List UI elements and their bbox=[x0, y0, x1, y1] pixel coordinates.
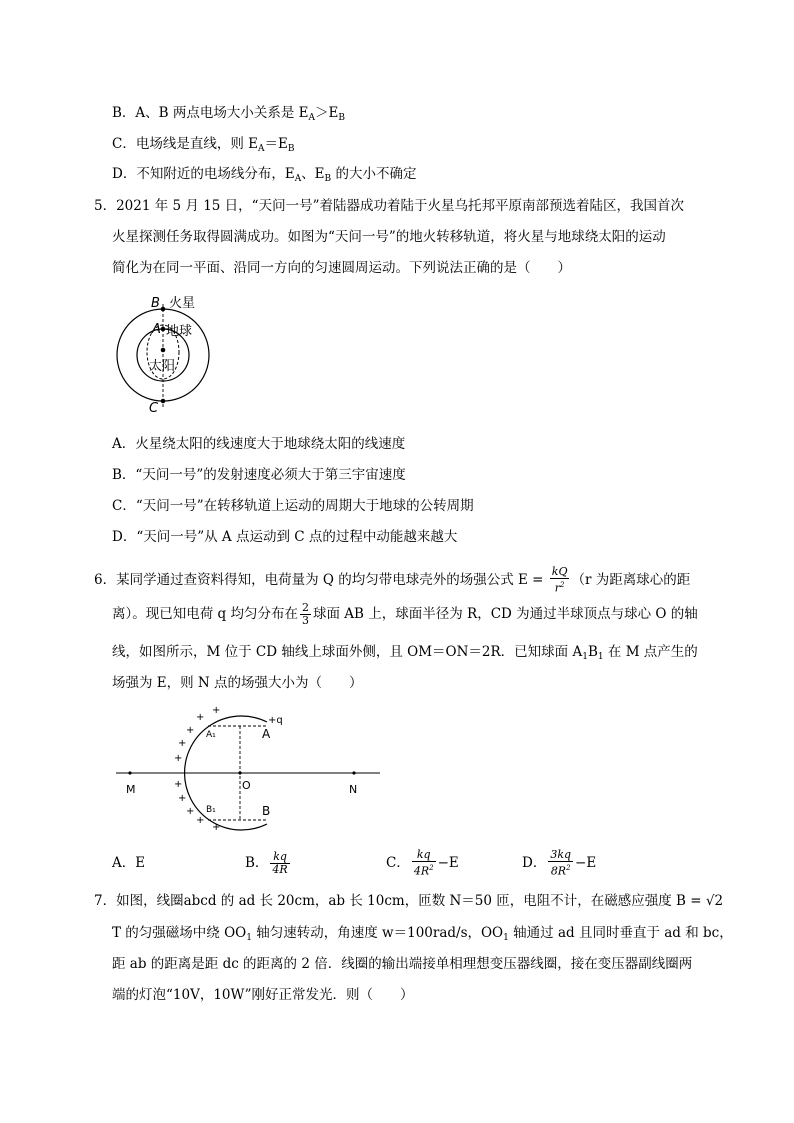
fraction-two-thirds bbox=[300, 602, 311, 627]
plus-sign: + bbox=[174, 779, 183, 790]
subscript: 1 bbox=[597, 652, 604, 662]
exponent: 2 bbox=[566, 864, 571, 873]
q6-stem-text-mid: B bbox=[587, 644, 598, 660]
exponent: 2 bbox=[429, 864, 434, 873]
option-letter: D． bbox=[522, 855, 547, 871]
sqrt-two: √2 bbox=[705, 893, 724, 909]
plus-sign: + bbox=[212, 705, 221, 716]
fraction-numerator: 2 bbox=[301, 601, 309, 614]
plus-sign: + bbox=[178, 738, 187, 749]
q4-option-c-text-mid: ＝E bbox=[264, 136, 288, 152]
q4-option-b-text: B．A、B 两点电场大小关系是 E bbox=[112, 105, 309, 121]
label-n: N bbox=[349, 783, 358, 796]
q4-option-d-text-mid: 、E bbox=[301, 166, 325, 182]
q5-stem-line-2: 火星探测任务取得圆满成功。如图为“天问一号”的地火转移轨道，将火星与地球绕太阳的运动 bbox=[112, 229, 666, 245]
label-earth: 地球 bbox=[166, 324, 193, 339]
formula-kq-over-4r2 bbox=[412, 849, 436, 878]
q7-stem-line-1 bbox=[94, 892, 723, 910]
subscript: B bbox=[324, 174, 332, 184]
subscript: 1 bbox=[582, 652, 588, 662]
plus-sign: + bbox=[186, 725, 195, 736]
exponent: 2 bbox=[560, 581, 565, 590]
q7-stem-line-2 bbox=[112, 924, 733, 947]
q5-stem-line-1: 5．2021 年 5 月 15 日，“天问一号”着陆器成功着陆于火星乌托邦平原南部预选着陆区，我国首次 bbox=[94, 198, 684, 214]
subscript: A bbox=[308, 113, 316, 123]
q6-stem-line-4: 场强为 E，则 N 点的场强大小为（ ） bbox=[112, 675, 363, 691]
formula-kq-over-r2 bbox=[550, 566, 570, 595]
fraction-numerator: 3kq bbox=[550, 848, 572, 862]
q5-orbit-diagram bbox=[108, 290, 228, 420]
q5-option-a: A．火星绕太阳的线速度大于地球绕太阳的线速度 bbox=[112, 436, 406, 452]
label-mars: 火星 bbox=[169, 296, 196, 311]
q6-option-d bbox=[522, 849, 596, 878]
subscript: 1 bbox=[503, 933, 509, 943]
point-o bbox=[238, 771, 241, 774]
option-letter: B． bbox=[245, 855, 269, 871]
q6-stem-text-end: 球面 AB 上，球面半径为 R，CD 为通过半球顶点与球心 O 的轴 bbox=[312, 606, 698, 622]
fraction-numerator: kq bbox=[412, 849, 436, 862]
plus-sign: + bbox=[196, 815, 205, 826]
point-n bbox=[352, 771, 355, 774]
q4-option-d-text-end: 的大小不确定 bbox=[331, 166, 417, 182]
fraction-denominator: 4R bbox=[272, 863, 288, 876]
q5-option-d: D．“天问一号”从 A 点运动到 C 点的过程中动能越来越大 bbox=[112, 529, 458, 545]
subscript: A bbox=[257, 144, 265, 154]
q6-option-b bbox=[245, 849, 292, 877]
q6-stem-text: 线，如图所示，M 位于 CD 轴线上球面外侧，且 OM＝ON＝2R．已知球面 A bbox=[112, 644, 583, 660]
q4-option-c-text: C．电场线是直线，则 E bbox=[112, 136, 258, 152]
plus-sign: + bbox=[212, 822, 221, 833]
point-m bbox=[128, 771, 131, 774]
q4-option-d-text: D．不知附近的电场线分布，E bbox=[112, 166, 295, 182]
option-tail: −E bbox=[437, 855, 459, 871]
q4-option-d bbox=[112, 165, 416, 188]
q6-stem-line-2 bbox=[112, 600, 698, 628]
q7-stem-text-mid: 轴匀速转动，角速度 w＝100rad/s，OO bbox=[251, 925, 504, 941]
label-c: C bbox=[149, 401, 159, 416]
q6-stem-text-end: 在 M 点产生的 bbox=[603, 644, 698, 660]
label-q: +q bbox=[268, 715, 283, 726]
subscript: A bbox=[294, 174, 302, 184]
option-letter: C． bbox=[386, 855, 410, 871]
q7-stem-line-3: 距 ab 的距离是距 dc 的距离的 2 倍．线圈的输出端接单相理想变压器线圈，接在变压器副线圈两 bbox=[112, 956, 693, 972]
label-a: A bbox=[262, 727, 271, 741]
q6-stem-text: 离）。现已知电荷 q 均匀分布在 bbox=[112, 606, 298, 622]
q4-option-b-text-mid: ＞E bbox=[315, 105, 339, 121]
q6-stem-line-1 bbox=[94, 566, 690, 595]
q5-option-c: C．“天问一号”在转移轨道上运动的周期大于地球的公转周期 bbox=[112, 498, 474, 514]
label-o: O bbox=[242, 779, 251, 792]
fraction-denominator: 8R bbox=[550, 864, 567, 878]
formula-3kq-over-8r2 bbox=[548, 849, 573, 878]
point-c bbox=[161, 399, 166, 404]
q7-stem-text: 7．如图，线圈abcd 的 ad 长 20cm，ab 长 10cm，匝数 N＝50 匝，电阻不计，在磁感应强度 B = bbox=[94, 893, 706, 909]
q7-stem-text-end: 轴通过 ad 且同时垂直于 ad 和 bc， bbox=[508, 925, 733, 941]
fraction-numerator: kq bbox=[270, 851, 289, 864]
q6-option-a: A．E bbox=[112, 855, 146, 871]
q6-hemisphere-diagram bbox=[112, 705, 384, 835]
sun bbox=[161, 348, 166, 353]
label-sun: 太阳 bbox=[149, 359, 176, 374]
q5-stem-line-3: 简化为在同一平面、沿同一方向的匀速圆周运动。下列说法正确的是（ ） bbox=[112, 260, 571, 276]
q7-stem-text: T 的匀强磁场中绕 OO bbox=[112, 925, 247, 941]
label-a1: A₁ bbox=[206, 730, 216, 740]
q5-option-b: B．“天问一号”的发射速度必须大于第三宇宙速度 bbox=[112, 467, 406, 483]
formula-kq-over-4r bbox=[270, 851, 289, 876]
q7-stem-line-4: 端的灯泡“10V，10W”刚好正常发光．则（ ） bbox=[112, 987, 414, 1003]
q6-option-c bbox=[386, 849, 459, 878]
label-b: B bbox=[262, 804, 271, 818]
subscript: B bbox=[338, 113, 346, 123]
label-a: A bbox=[152, 322, 161, 337]
point-b bbox=[161, 307, 166, 312]
option-tail: −E bbox=[575, 855, 597, 871]
point-a bbox=[161, 327, 166, 332]
label-b: B bbox=[151, 296, 160, 311]
plus-sign: + bbox=[178, 793, 187, 804]
q6-stem-line-3 bbox=[112, 643, 698, 666]
subscript: B bbox=[287, 144, 295, 154]
q4-option-b bbox=[112, 104, 345, 127]
q6-stem-text-end: （r 为距离球心的距 bbox=[571, 572, 691, 588]
label-m: M bbox=[126, 783, 136, 796]
label-b1: B₁ bbox=[206, 805, 216, 815]
plus-sign: + bbox=[186, 806, 195, 817]
subscript: 1 bbox=[246, 933, 252, 943]
fraction-denominator: 3 bbox=[301, 614, 309, 627]
fraction-numerator: kQ bbox=[551, 565, 568, 579]
fraction-denominator: 4R bbox=[413, 864, 430, 878]
q6-stem-text: 6．某同学通过查资料得知，电荷量为 Q 的均匀带电球壳外的场强公式 E = bbox=[94, 572, 548, 588]
fraction-denominator: r bbox=[554, 581, 561, 595]
plus-sign: + bbox=[174, 753, 183, 764]
plus-sign: + bbox=[196, 712, 205, 723]
q4-option-c bbox=[112, 135, 294, 158]
